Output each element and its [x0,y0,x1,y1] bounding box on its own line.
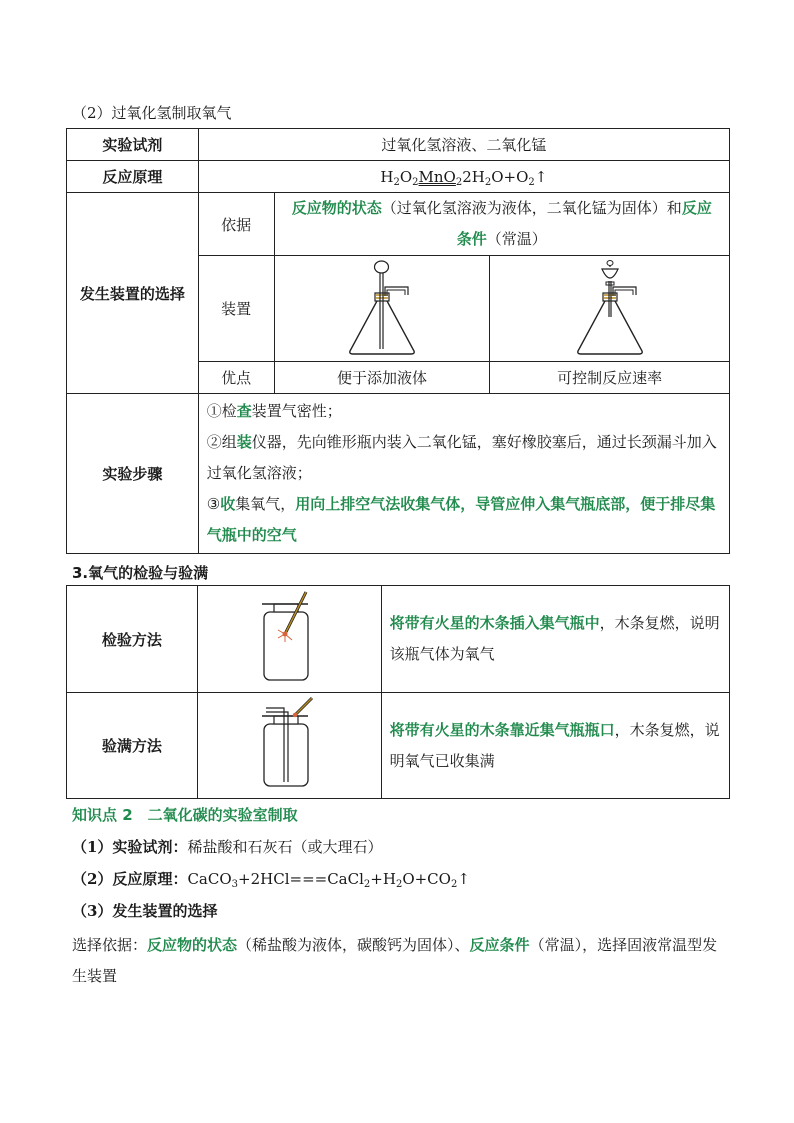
oxygen-test-table [66,585,730,799]
test-method-text: 将带有火星的木条插入集气瓶中，木条复燃，说明该瓶气体为氧气 [381,586,729,693]
advantage-2: 可控制反应速率 [490,362,730,394]
full-method-label: 验满方法 [67,693,198,799]
apparatus-1 [274,256,490,362]
full-method-diagram [197,693,381,799]
principle-equation: $H_2O_2MnO_22H_2O+O_2↑$ [198,161,729,193]
advantage-label: 优点 [198,362,274,394]
steps-label: 实验步骤 [67,394,199,554]
flask-long-neck-funnel-icon [342,257,422,357]
basis-text: 反应物的状态（过氧化氢溶液为液体，二氧化锰为固体）和反应条件（常温） [274,193,729,256]
basis-label: 依据 [198,193,274,256]
kp2-line-reagent: （1）实验试剂：稀盐酸和石灰石（或大理石） [72,838,383,856]
test-method-label: 检验方法 [67,586,198,693]
kp2-title: 知识点 2 二氧化碳的实验室制取 [72,806,298,824]
section-title-test: 3.氧气的检验与验满 [72,564,209,582]
full-method-text: 将带有火星的木条靠近集气瓶瓶口，木条复燃，说明氧气已收集满 [381,693,729,799]
apparatus-2 [490,256,730,362]
gas-bottle-splint-at-mouth-icon [254,696,324,791]
kp2-basis-paragraph: 选择依据：反应物的状态（稀盐酸为液体，碳酸钙为固体）、反应条件（常温），选择固液常温型发生装置 [72,936,718,985]
advantage-1: 便于添加液体 [274,362,490,394]
gas-bottle-splint-inside-icon [254,590,324,685]
step-2: ②组装仪器，先向锥形瓶内装入二氧化锰，塞好橡胶塞后，通过长颈漏斗加入过氧化氢溶液； [206,433,717,482]
steps-text [198,394,729,554]
principle-label: 反应原理 [67,161,199,193]
device-selection-label: 发生装置的选择 [67,193,199,394]
test-method-diagram [197,586,381,693]
catalyst-label: MnO$_2$ [418,167,463,188]
reagent-value: 过氧化氢溶液、二氧化锰 [198,129,729,161]
h2o2-table [66,128,730,554]
step-3: ③收集氧气，用向上排空气法收集气体，导管应伸入集气瓶底部，便于排尽集气瓶中的空气 [206,495,716,544]
apparatus-label: 装置 [198,256,274,362]
section-title-h2o2: （2）过氧化氢制取氧气 [72,104,232,122]
kp2-line-device: （3）发生装置的选择 [72,902,218,920]
kp2-line-principle: （2）反应原理：$CaCO_3+2HCl===CaCl_2+H_2O+CO_2↑$ [72,870,470,890]
reagent-label: 实验试剂 [67,129,199,161]
step-1: ①检查装置气密性； [206,402,342,420]
flask-separatory-funnel-icon [570,257,650,357]
